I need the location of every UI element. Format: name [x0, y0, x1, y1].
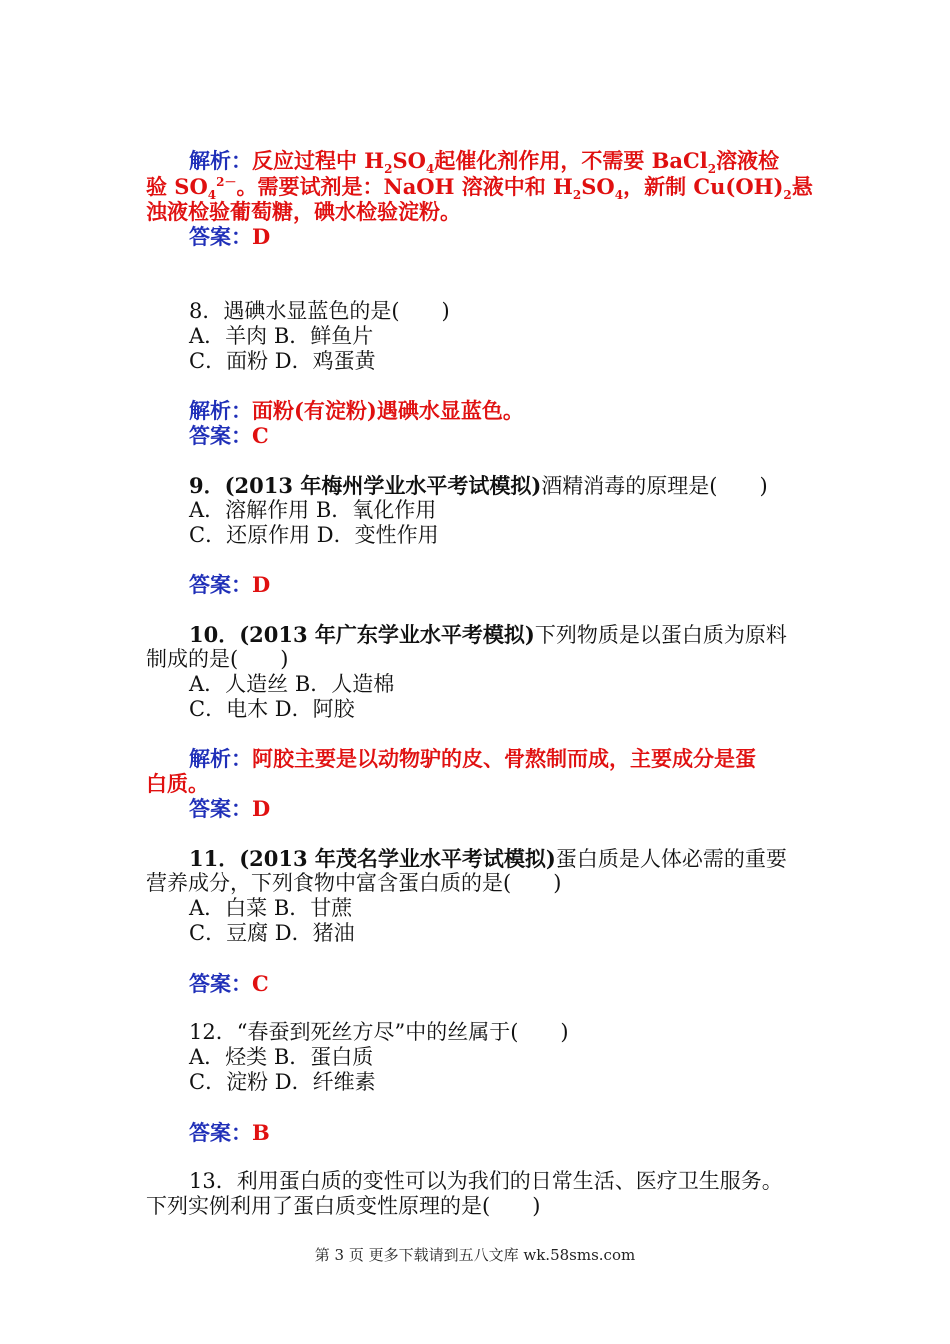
q8-stem: 8．遇碘水显蓝色的是( ) — [189, 299, 450, 323]
q8-analysis: 解析：面粉(有淀粉)遇碘水显蓝色。 — [189, 398, 524, 423]
q10-options-1: A．人造丝 B．人造棉 — [189, 672, 395, 696]
q7-analysis-line3: 浊液检验葡萄糖，碘水检验淀粉。 — [146, 199, 461, 224]
q11-answer: 答案：C — [189, 971, 269, 996]
q10-stem-line2: 制成的是( ) — [146, 647, 289, 671]
q13-stem-line2: 下列实例利用了蛋白质变性原理的是( ) — [146, 1194, 541, 1218]
q11-options-2: C．豆腐 D．猪油 — [189, 921, 355, 945]
q9-options-2: C．还原作用 D．变性作用 — [189, 523, 439, 547]
q8-answer: 答案：C — [189, 423, 269, 448]
q12-options-1: A．烃类 B．蛋白质 — [189, 1045, 374, 1069]
q8-options-2: C．面粉 D．鸡蛋黄 — [189, 349, 376, 373]
q12-options-2: C．淀粉 D．纤维素 — [189, 1070, 376, 1094]
q11-stem-line2: 营养成分，下列食物中富含蛋白质的是( ) — [146, 871, 562, 895]
q10-analysis-line1: 解析：阿胶主要是以动物驴的皮、骨熬制而成，主要成分是蛋 — [189, 746, 756, 771]
q10-stem-line1: 10．(2013 年广东学业水平考模拟)下列物质是以蛋白质为原料 — [189, 622, 787, 647]
page-footer: 第 3 页 更多下载请到五八文库 wk.58sms.com — [314, 1246, 636, 1264]
q9-answer: 答案：D — [189, 572, 271, 597]
q9-stem: 9．(2013 年梅州学业水平考试模拟)酒精消毒的原理是( ) — [189, 473, 768, 498]
q7-analysis-line2: 验 $SO_4^{2-}$。需要试剂是：NaOH 溶液中和 $H_2SO_4$，新制 $Cu(OH)_2$悬 — [146, 174, 813, 203]
q7-answer: 答案：D — [189, 224, 271, 249]
q11-stem-line1: 11．(2013 年茂名学业水平考试模拟)蛋白质是人体必需的重要 — [189, 846, 787, 871]
q12-stem: 12．“春蚕到死丝方尽”中的丝属于( ) — [189, 1020, 569, 1044]
q11-options-1: A．白菜 B．甘蔗 — [189, 896, 353, 920]
q8-options-1: A．羊肉 B．鲜鱼片 — [189, 324, 374, 348]
analysis-label: 解析： — [189, 148, 252, 173]
q10-options-2: C．电木 D．阿胶 — [189, 697, 355, 721]
q7-analysis-line1: 解析：反应过程中 $H_2SO_4$起催化剂作用，不需要 BaCl$_2$溶液检 — [189, 148, 780, 177]
q12-answer: 答案：B — [189, 1120, 270, 1145]
q9-options-1: A．溶解作用 B．氧化作用 — [189, 498, 437, 522]
q13-stem-line1: 13．利用蛋白质的变性可以为我们的日常生活、医疗卫生服务。 — [189, 1169, 783, 1193]
q10-analysis-line2: 白质。 — [146, 771, 209, 796]
q10-answer: 答案：D — [189, 796, 271, 821]
